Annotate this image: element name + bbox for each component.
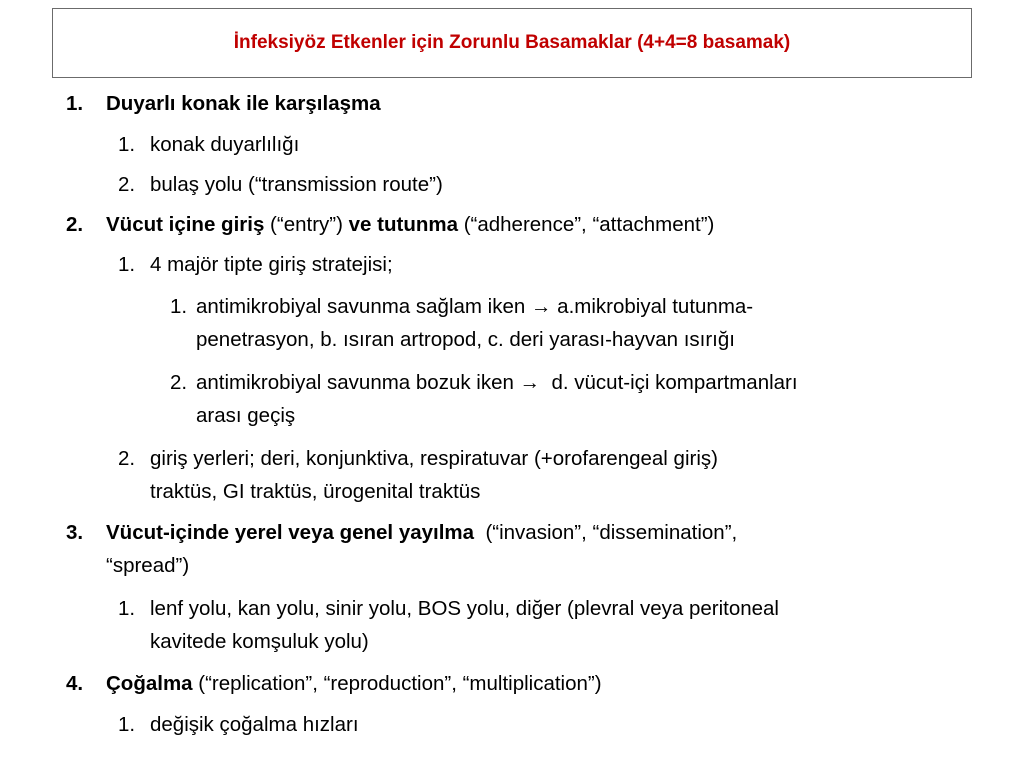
list-item-text: (“adherence”, “attachment”) <box>458 213 715 236</box>
list-number: 1. <box>118 713 136 736</box>
sub-sub-item-text-line1: antimikrobiyal savunma bozuk iken → d. vücut-içi kompartmanları <box>196 371 798 394</box>
sub-item-text-line1: lenf yolu, kan yolu, sinir yolu, BOS yolu, diğer (plevral veya peritoneal <box>150 597 779 620</box>
sub-sub-item-text-line2: arası geçiş <box>196 404 296 427</box>
list-number: 1. <box>66 92 84 115</box>
sub-sub-item-text-line2: penetrasyon, b. ısıran artropod, c. deri yarası-hayvan ısırığı <box>196 328 735 351</box>
sub-item-text-line2: traktüs, GI traktüs, ürogenital traktüs <box>150 480 481 503</box>
sub-item-text: konak duyarlılığı <box>150 133 300 156</box>
sub-item-text: bulaş yolu (“transmission route”) <box>150 173 443 196</box>
list-item-text-line2: “spread”) <box>106 554 190 577</box>
list-number: 2. <box>118 173 136 196</box>
list-number: 2. <box>170 371 188 394</box>
list-number: 1. <box>118 597 136 620</box>
list-number: 1. <box>118 133 136 156</box>
list-number: 2. <box>66 213 84 236</box>
list-number: 1. <box>118 253 136 276</box>
list-item-heading: Çoğalma <box>106 672 193 695</box>
list-item-text: (“replication”, “reproduction”, “multiplication”) <box>192 672 602 695</box>
slide-title: İnfeksiyöz Etkenler için Zorunlu Basamaklar (4+4=8 basamak) <box>233 32 791 53</box>
list-number: 4. <box>66 672 84 695</box>
list-item-heading: Vücut içine giriş <box>106 213 265 236</box>
list-item-text: (“entry”) <box>264 213 349 236</box>
sub-item-text: 4 majör tipte giriş stratejisi; <box>150 253 393 276</box>
list-item-text: (“invasion”, “dissemination”, <box>474 521 738 544</box>
list-item-heading: Duyarlı konak ile karşılaşma <box>106 92 381 115</box>
sub-item-text-line2: kavitede komşuluk yolu) <box>150 630 369 653</box>
list-number: 1. <box>170 295 188 318</box>
sub-item-text: değişik çoğalma hızları <box>150 713 359 736</box>
list-item-heading: Vücut-içinde yerel veya genel yayılma <box>106 521 475 544</box>
sub-item-text-line1: giriş yerleri; deri, konjunktiva, respiratuvar (+orofarengeal giriş) <box>150 447 718 470</box>
list-number: 2. <box>118 447 136 470</box>
sub-sub-item-text-line1: antimikrobiyal savunma sağlam iken → a.mikrobiyal tutunma- <box>196 295 754 318</box>
list-number: 3. <box>66 521 84 544</box>
list-item-heading: ve tutunma <box>348 213 458 236</box>
